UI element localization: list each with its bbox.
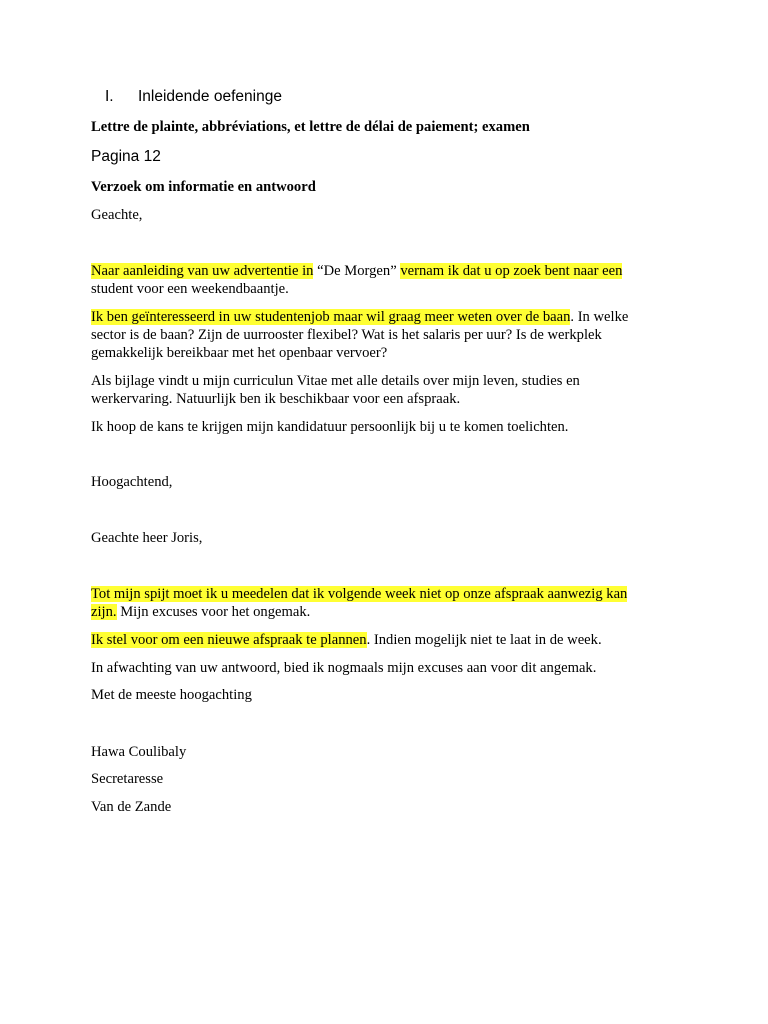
letter1-salutation: Geachte, xyxy=(91,207,143,223)
signature-role: Secretaresse xyxy=(91,771,164,787)
letter2-closing: Met de meeste hoogachting xyxy=(91,687,252,703)
plain-text: Mijn excuses voor het ongemak. xyxy=(116,604,311,620)
highlighted-text: Ik ben geïnteresseerd in uw studentenjob maar wil graag meer weten over de baan xyxy=(91,309,571,325)
plain-text: “De Morgen” xyxy=(313,263,401,279)
letter1-paragraph3-line2: werkervaring. Natuurlijk ben ik beschikbaar voor een afspraak. xyxy=(91,391,461,407)
letter1-closing: Hoogachtend, xyxy=(91,474,173,490)
letter1-paragraph2-line3: gemakkelijk bereikbaar met het openbaar vervoer? xyxy=(91,345,388,361)
signature-name: Hawa Coulibaly xyxy=(91,744,187,760)
signature-company: Van de Zande xyxy=(91,799,172,815)
letter1-paragraph1-line2: student voor een weekendbaantje. xyxy=(91,281,289,297)
letter1-paragraph1-line1 xyxy=(91,262,622,280)
section-number: I. xyxy=(105,88,114,105)
document-subtitle: Lettre de plainte, abbréviations, et lettre de délai de paiement; examen xyxy=(91,119,530,135)
highlighted-text: Tot mijn spijt moet ik u meedelen dat ik volgende week niet op onze afspraak aanwezig kan xyxy=(91,586,628,602)
letter1-paragraph4: Ik hoop de kans te krijgen mijn kandidatuur persoonlijk bij u te komen toelichten. xyxy=(91,419,569,435)
letter2-paragraph2 xyxy=(91,631,602,649)
letter1-paragraph3-line1: Als bijlage vindt u mijn curriculun Vitae met alle details over mijn leven, studies en xyxy=(91,373,580,389)
letter2-paragraph1-line1 xyxy=(91,585,627,603)
highlighted-text: zijn. xyxy=(91,604,117,620)
letter2-paragraph3: In afwachting van uw antwoord, bied ik nogmaals mijn excuses aan voor dit angemak. xyxy=(91,660,597,676)
letter1-title: Verzoek om informatie en antwoord xyxy=(91,179,316,195)
highlighted-text: Naar aanleiding van uw advertentie in xyxy=(91,263,314,279)
highlighted-text: Ik stel voor om een nieuwe afspraak te plannen xyxy=(91,632,367,648)
letter2-paragraph1-line2 xyxy=(91,603,310,621)
plain-text: . In welke xyxy=(570,309,629,325)
section-title: Inleidende oefeninge xyxy=(138,88,282,105)
letter1-paragraph2-line1 xyxy=(91,308,628,326)
highlighted-text: vernam ik dat u op zoek bent naar een xyxy=(400,263,623,279)
letter2-salutation: Geachte heer Joris, xyxy=(91,530,203,546)
letter1-paragraph2-line2: sector is de baan? Zijn de uurrooster flexibel? Wat is het salaris per uur? Is de werkplek xyxy=(91,327,602,343)
plain-text: . Indien mogelijk niet te laat in de week. xyxy=(366,632,602,648)
page-label: Pagina 12 xyxy=(91,148,161,165)
